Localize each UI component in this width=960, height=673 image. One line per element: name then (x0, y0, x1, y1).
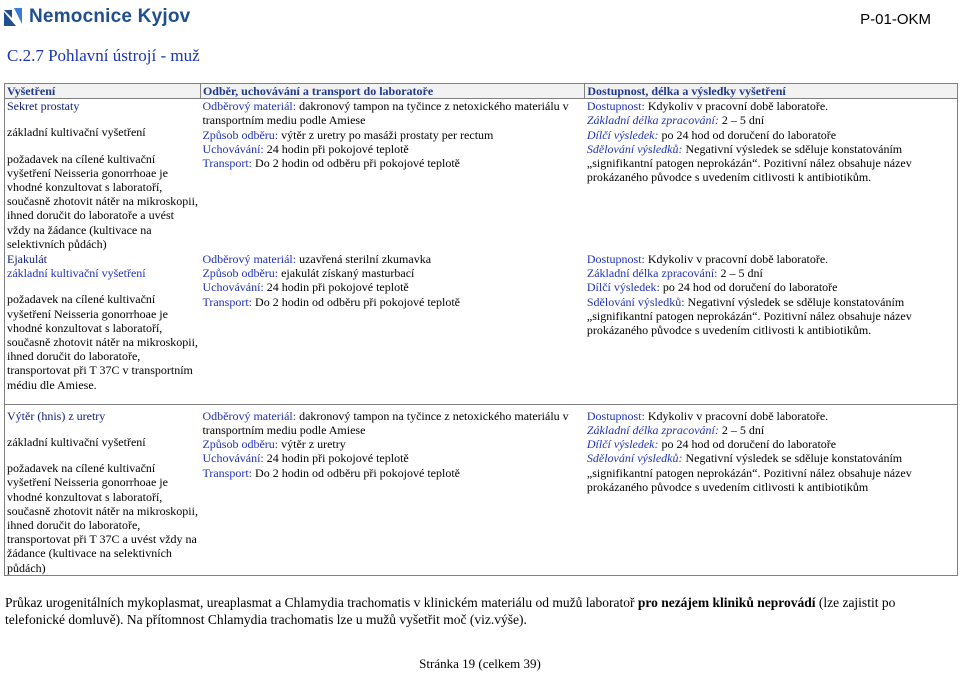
reporting-value: Negativní výsledek se sděluje konstatováním „signifikantní patogen neprokázán“. Pozitivní nález obsahuje název prokázaného původce s uvedením citlivosti k antibiotikům. (586, 294, 912, 338)
section-title: C.2.7 Pohlavní ústrojí - muž (7, 46, 200, 65)
method-value: ejakulát získaný masturbací (281, 266, 415, 281)
page-header (0, 0, 960, 36)
transport-label: Transport: (202, 156, 253, 171)
exam-basic: základní kultivační vyšetření (7, 266, 146, 281)
reporting-label: Sdělování výsledků: (586, 294, 685, 309)
material-value: uzavřená sterilní zkumavka (299, 252, 432, 267)
collection-cell (200, 99, 584, 251)
storage-value: 24 hodin při pokojové teplotě (266, 280, 409, 295)
document-code: P-01-OKM (860, 11, 931, 28)
transport-label: Transport: (202, 294, 253, 309)
storage-value: 24 hodin při pokojové teplotě (266, 141, 409, 156)
basic-length-label: Základní délka zpracování: (586, 113, 719, 128)
exam-table (4, 83, 958, 576)
header-collection: Odběr, uchovávání a transport do laboratoře (200, 84, 584, 99)
partial-label: Dílčí výsledek: (586, 437, 659, 452)
method-value: výtěr z uretry po masáži prostaty per rectum (281, 127, 494, 142)
transport-value: Do 2 hodin od odběru při pokojové teplotě (255, 465, 460, 480)
method-value: výtěr z uretry (281, 437, 346, 452)
storage-label: Uchovávání: (202, 280, 264, 295)
partial-value: po 24 hod od doručení do laboratoře (661, 127, 837, 142)
hospital-logo-icon (2, 6, 24, 28)
partial-label: Dílčí výsledek: (586, 280, 660, 295)
reporting-value: Negativní výsledek se sděluje konstatováním „signifikantní patogen neprokázán“. Pozitivní nález obsahuje název prokázaného původce s uvedením citlivosti k antibiotikům. (586, 141, 912, 185)
material-label: Odběrový materiál: (202, 408, 297, 423)
footer-note-bold: pro nezájem kliniků neprovádí (637, 595, 816, 610)
availability-label: Dostupnost: (586, 99, 645, 114)
basic-length-value: 2 – 5 dní (720, 266, 763, 281)
storage-value: 24 hodin při pokojové teplotě (266, 451, 409, 466)
transport-label: Transport: (202, 465, 253, 480)
exam-title: Sekret prostaty (7, 99, 80, 114)
exam-request: požadavek na cílené kultivační vyšetření Neisseria gonorrhoae je vhodné konzultovat s laboratoří, současně zhotovit nátěr na mikroskopii, ihned doručit do laboratoře, transportovat při T 37C v transportním médiu dle Amiese. (7, 292, 198, 392)
availability-value: Kdykoliv v pracovní době laboratoře. (647, 252, 829, 267)
table-row (5, 404, 958, 575)
hospital-logo (2, 4, 190, 30)
exam-cell (5, 251, 201, 404)
header-results: Dostupnost, délka a výsledky vyšetření (585, 84, 958, 99)
basic-length-label: Základní délka zpracování: (586, 423, 719, 438)
method-label: Způsob odběru: (202, 437, 279, 452)
reporting-label: Sdělování výsledků: (586, 451, 683, 466)
hospital-name: Nemocnice Kyjov (29, 6, 191, 27)
transport-value: Do 2 hodin od odběru při pokojové teplotě (255, 156, 460, 171)
footer-note-part1: Průkaz urogenitálních mykoplasmat, ureaplasmat a Chlamydia trachomatis v klinickém materiálu od mužů laboratoř (5, 595, 635, 610)
partial-value: po 24 hod od doručení do laboratoře (662, 280, 838, 295)
storage-label: Uchovávání: (202, 451, 264, 466)
header-exam: Vyšetření (5, 84, 201, 99)
availability-label: Dostupnost: (586, 252, 645, 267)
exam-title: Výtěr (hnis) z uretry (7, 408, 106, 423)
footer-note-part2: (lze zajistit po telefonické domluvě). Na přítomnost Chlamydia trachomatis lze u mužů vyšetřit moč (viz.výše). (5, 595, 896, 627)
results-cell (585, 404, 958, 575)
availability-value: Kdykoliv v pracovní době laboratoře. (647, 99, 829, 114)
method-label: Způsob odběru: (202, 266, 279, 281)
material-label: Odběrový materiál: (202, 252, 297, 267)
transport-value: Do 2 hodin od odběru při pokojové teplotě (255, 294, 460, 309)
collection-cell (200, 404, 584, 575)
results-cell (585, 99, 958, 251)
storage-label: Uchovávání: (202, 141, 264, 156)
material-label: Odběrový materiál: (202, 99, 297, 114)
table-row (5, 251, 958, 404)
method-label: Způsob odběru: (202, 127, 279, 142)
exam-basic: základní kultivační vyšetření (7, 435, 146, 450)
exam-cell (5, 404, 201, 575)
material-value: dakronový tampon na tyčince z netoxického materiálu v transportním mediu podle Amiese (202, 408, 569, 438)
page-number: Stránka 19 (celkem 39) (419, 656, 541, 671)
reporting-label: Sdělování výsledků: (586, 141, 683, 156)
basic-length-value: 2 – 5 dní (721, 113, 765, 128)
results-cell (585, 251, 958, 404)
availability-value: Kdykoliv v pracovní době laboratoře. (647, 408, 829, 423)
exam-basic: základní kultivační vyšetření (7, 125, 146, 140)
exam-request: požadavek na cílené kultivační vyšetření Neisseria gonorrhoae je vhodné konzultovat s laboratoří, současně zhotovit nátěr na mikroskopii, ihned doručit do laboratoře a uvést vždy na žádance (kultivace na selektivních půdách) (7, 151, 198, 251)
exam-cell (5, 99, 201, 251)
footer-note (5, 594, 955, 628)
table-header-row (5, 84, 958, 99)
basic-length-label: Základní délka zpracování: (586, 266, 718, 281)
reporting-value: Negativní výsledek se sděluje konstatováním „signifikantní patogen neprokázán“. Pozitivní nález obsahuje název prokázaného původce s uvedením citlivosti k antibiotikům (586, 451, 912, 494)
collection-cell (200, 251, 584, 404)
material-value: dakronový tampon na tyčince z netoxického materiálu v transportním mediu podle Amiese (202, 99, 569, 128)
table-row (5, 99, 958, 251)
partial-label: Dílčí výsledek: (586, 127, 659, 142)
exam-request: požadavek na cílené kultivační vyšetření Neisseria gonorrhoae je vhodné konzultovat s laboratoří, současně zhotovit nátěr na mikroskopii, ihned doručit do laboratoře, transportovat při T 37C a uvést vždy na žádance (kultivace na selektivních půdách) (7, 461, 198, 575)
partial-value: po 24 hod od doručení do laboratoře (661, 437, 837, 452)
availability-label: Dostupnost: (586, 408, 645, 423)
basic-length-value: 2 – 5 dní (721, 423, 765, 438)
exam-title: Ejakulát (7, 252, 47, 267)
